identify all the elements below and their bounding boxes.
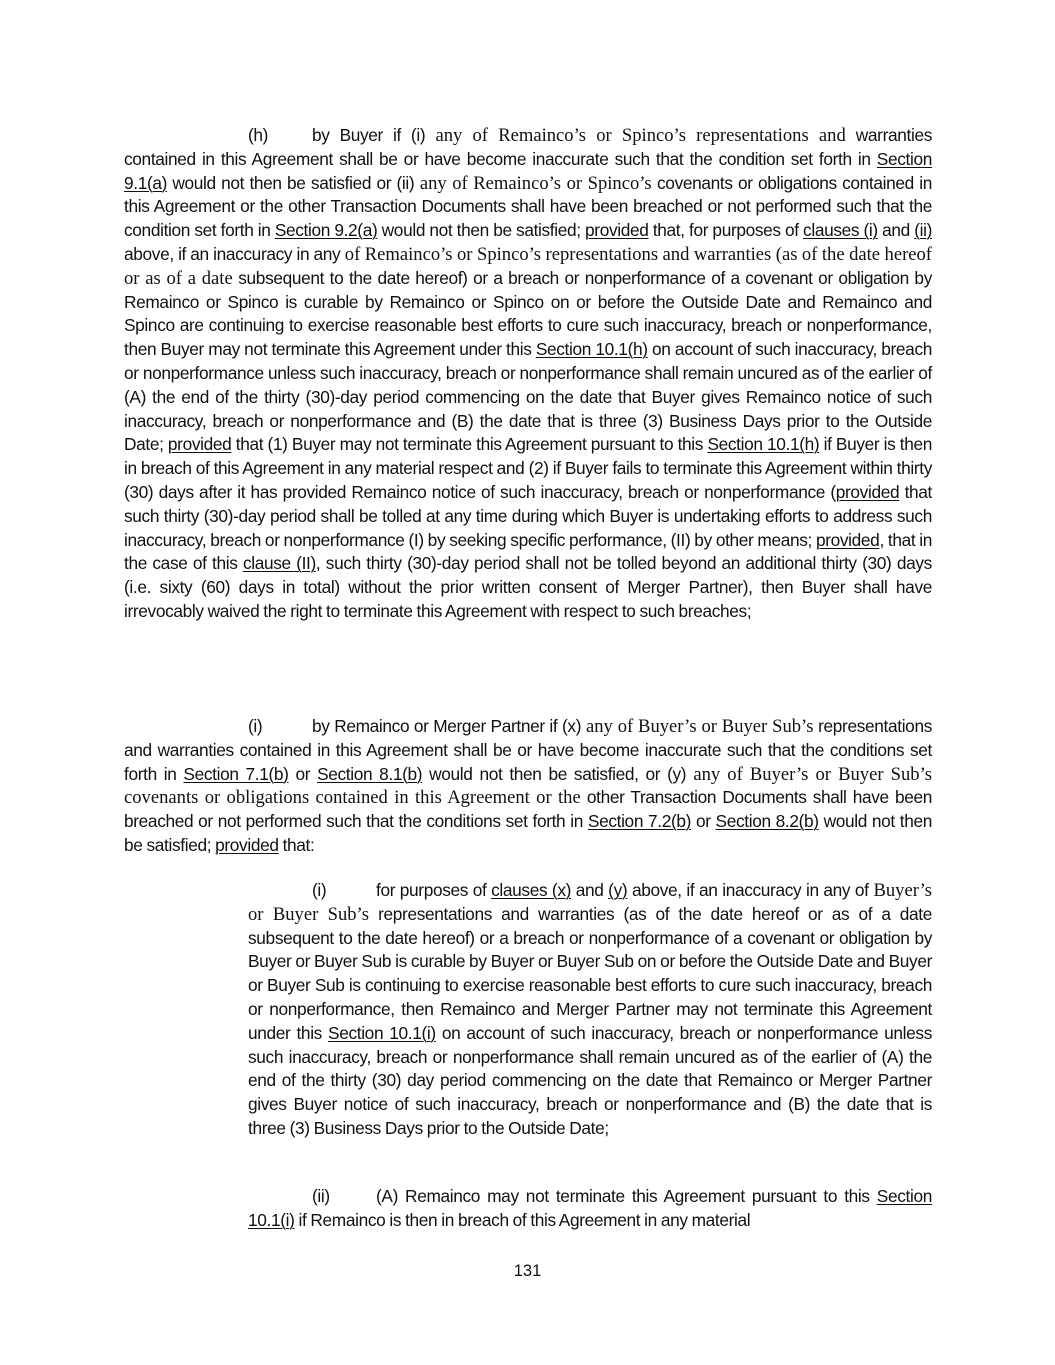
subparagraph-label: (ii) (312, 1186, 330, 1206)
serif-text: of Remainco’s or Spinco’s representations and warranties (as of the date hereof or as of a date (124, 243, 933, 289)
cross-reference[interactable]: Section 9.1(a) (124, 148, 932, 193)
text: or (288, 763, 318, 784)
cross-reference[interactable]: Section 8.2(b) (715, 811, 819, 832)
text: would not then be satisfied; (124, 811, 933, 855)
text: , that in the case of this (124, 529, 933, 574)
defined-term: provided (167, 434, 232, 455)
text: would not then be satisfied, or (y) (422, 763, 687, 784)
text: by Remainco or Merger Partner if (x) (312, 716, 582, 736)
paragraph-label: (h) (248, 125, 269, 145)
text: on account of such inaccuracy, breach or nonperformance unless such inaccuracy, breach or nonperformance shall remain uncured as of the earlier of (A) the end of the thirty (30) day period commencing on the date that Remainco or Merger Partner gives Buyer notice of such inaccuracy, breach or nonperformance and (B) the date that is three (3) Business Days prior to the Outside Date; (248, 1022, 932, 1138)
text: for purposes of (376, 880, 492, 900)
text: that (1) Buyer may not terminate this Agreement pursuant to this (231, 434, 708, 455)
paragraph-i (124, 715, 932, 858)
serif-text: any of Remainco’s or Spinco’s (414, 172, 652, 194)
serif-text: Buyer’s or Buyer Sub’s (248, 880, 932, 925)
subparagraph-label: (i) (312, 880, 327, 900)
cross-reference[interactable]: Section 10.1(h) (535, 339, 648, 360)
serif-text: any of Buyer’s or Buyer Sub’s covenants or obligations contained in this Agreement or the (124, 763, 932, 809)
text: that: (278, 834, 315, 855)
text: if Remainco is then in breach of this Agreement in any material (294, 1209, 751, 1230)
cross-reference[interactable]: Section 10.1(i) (248, 1186, 932, 1230)
cross-reference[interactable]: Section 7.2(b) (587, 811, 692, 832)
text: (A) Remainco may not terminate this Agreement pursuant to this (376, 1186, 877, 1206)
text: subsequent to the date hereof) or a breach or nonperformance of a covenant or obligation by Remainco or Spinco is curable by Remainco or Spinco on or before the Outside Date and Remainco and Spinco are continuing to exercise reasonable best efforts to cure such inaccuracy, breach or nonperformance, then Buyer may not terminate this Agreement under this (124, 267, 932, 360)
text: and (571, 880, 609, 900)
text: on account of such inaccuracy, breach or nonperformance unless such inaccuracy, breach or nonperformance shall remain uncured as of the earlier of (A) the end of the thirty (30)-day period commencing on the date that Buyer gives Remainco notice of such inaccuracy, breach or nonperformance and (B) the date that is three (3) Business Days prior to the Outside Date; (124, 339, 932, 455)
text: representations and warranties (as of the date hereof or as of a date subsequent to the date hereof) or a breach or nonperformance of a covenant or obligation by Buyer or Buyer Sub is curable by Buyer or Buyer Sub on or before the Outside Date and Buyer or Buyer Sub is continuing to exercise reasonable best efforts to cure such inaccuracy, breach or nonperformance, then Remainco and Merger Partner may not terminate this Agreement under this (248, 903, 933, 1043)
paragraph-label: (i) (248, 716, 263, 736)
text: that, for purposes of (648, 220, 804, 241)
text: representations and warranties contained in this Agreement shall be or have become inaccurate such that the conditions set forth in (124, 716, 932, 784)
subparagraph-ii (248, 1185, 932, 1233)
text: would not then be satisfied; (377, 220, 586, 241)
text: above, if an inaccuracy in any (124, 243, 341, 264)
text: would not then be satisfied or (ii) (167, 172, 415, 193)
cross-reference[interactable]: Section 7.1(b) (183, 763, 289, 784)
cross-reference[interactable]: clauses (x) (491, 880, 572, 900)
text: , such thirty (30)-day period shall not be tolled beyond an additional thirty (30) days (i.e. sixty (60) days in total) without the prior written consent of Merger Partner), then Buyer shall have irrevocably waived the right to terminate this Agreement with respect to such breaches; (124, 553, 932, 621)
cross-reference[interactable]: (ii) (914, 220, 932, 241)
text: other Transaction Documents shall have been breached or not performed such that the conditions set forth in (124, 787, 932, 832)
defined-term: provided (585, 220, 649, 241)
cross-reference[interactable]: Section 9.2(a) (274, 220, 378, 241)
cross-reference[interactable]: Section 10.1(i) (328, 1022, 436, 1043)
cross-reference[interactable]: clauses (i) (803, 220, 878, 241)
paragraph-h (124, 124, 932, 624)
text: by Buyer if (i) (312, 125, 426, 145)
defined-term: provided (815, 529, 880, 550)
cross-reference[interactable]: Section 8.1(b) (317, 763, 423, 784)
text: if Buyer is then in breach of this Agreement in any material respect and (2) if Buyer fails to terminate this Agreement within thirty (30) days after it has provided Remainco notice of such inaccuracy, breach or nonperformance ( (124, 434, 932, 502)
page-number: 131 (513, 1262, 542, 1280)
defined-term: provided (215, 834, 279, 855)
serif-text: any of Remainco’s or Spinco’s representations and (425, 125, 846, 146)
cross-reference[interactable]: Section 10.1(h) (707, 434, 820, 455)
text: above, if an inaccuracy in any of (627, 880, 869, 900)
serif-text: any of Buyer’s or Buyer Sub’s (581, 716, 814, 737)
text: and (877, 220, 915, 241)
cross-reference[interactable]: (y) (608, 880, 628, 900)
text: covenants or obligations contained in this Agreement or the other Transaction Documents shall have been breached or not performed such that the condition set forth in (124, 172, 933, 241)
defined-term: provided (835, 481, 900, 502)
text: that such thirty (30)-day period shall be tolled at any time during which Buyer is undertaking efforts to address such inaccuracy, breach or nonperformance (I) by seeking specific performance, (II) by other means; (124, 481, 932, 550)
subparagraph-i (248, 879, 932, 1141)
text: warranties contained in this Agreement shall be or have become inaccurate such that the condition set forth in (124, 125, 932, 169)
text: or (691, 811, 716, 832)
cross-reference[interactable]: clause (II) (242, 553, 316, 574)
